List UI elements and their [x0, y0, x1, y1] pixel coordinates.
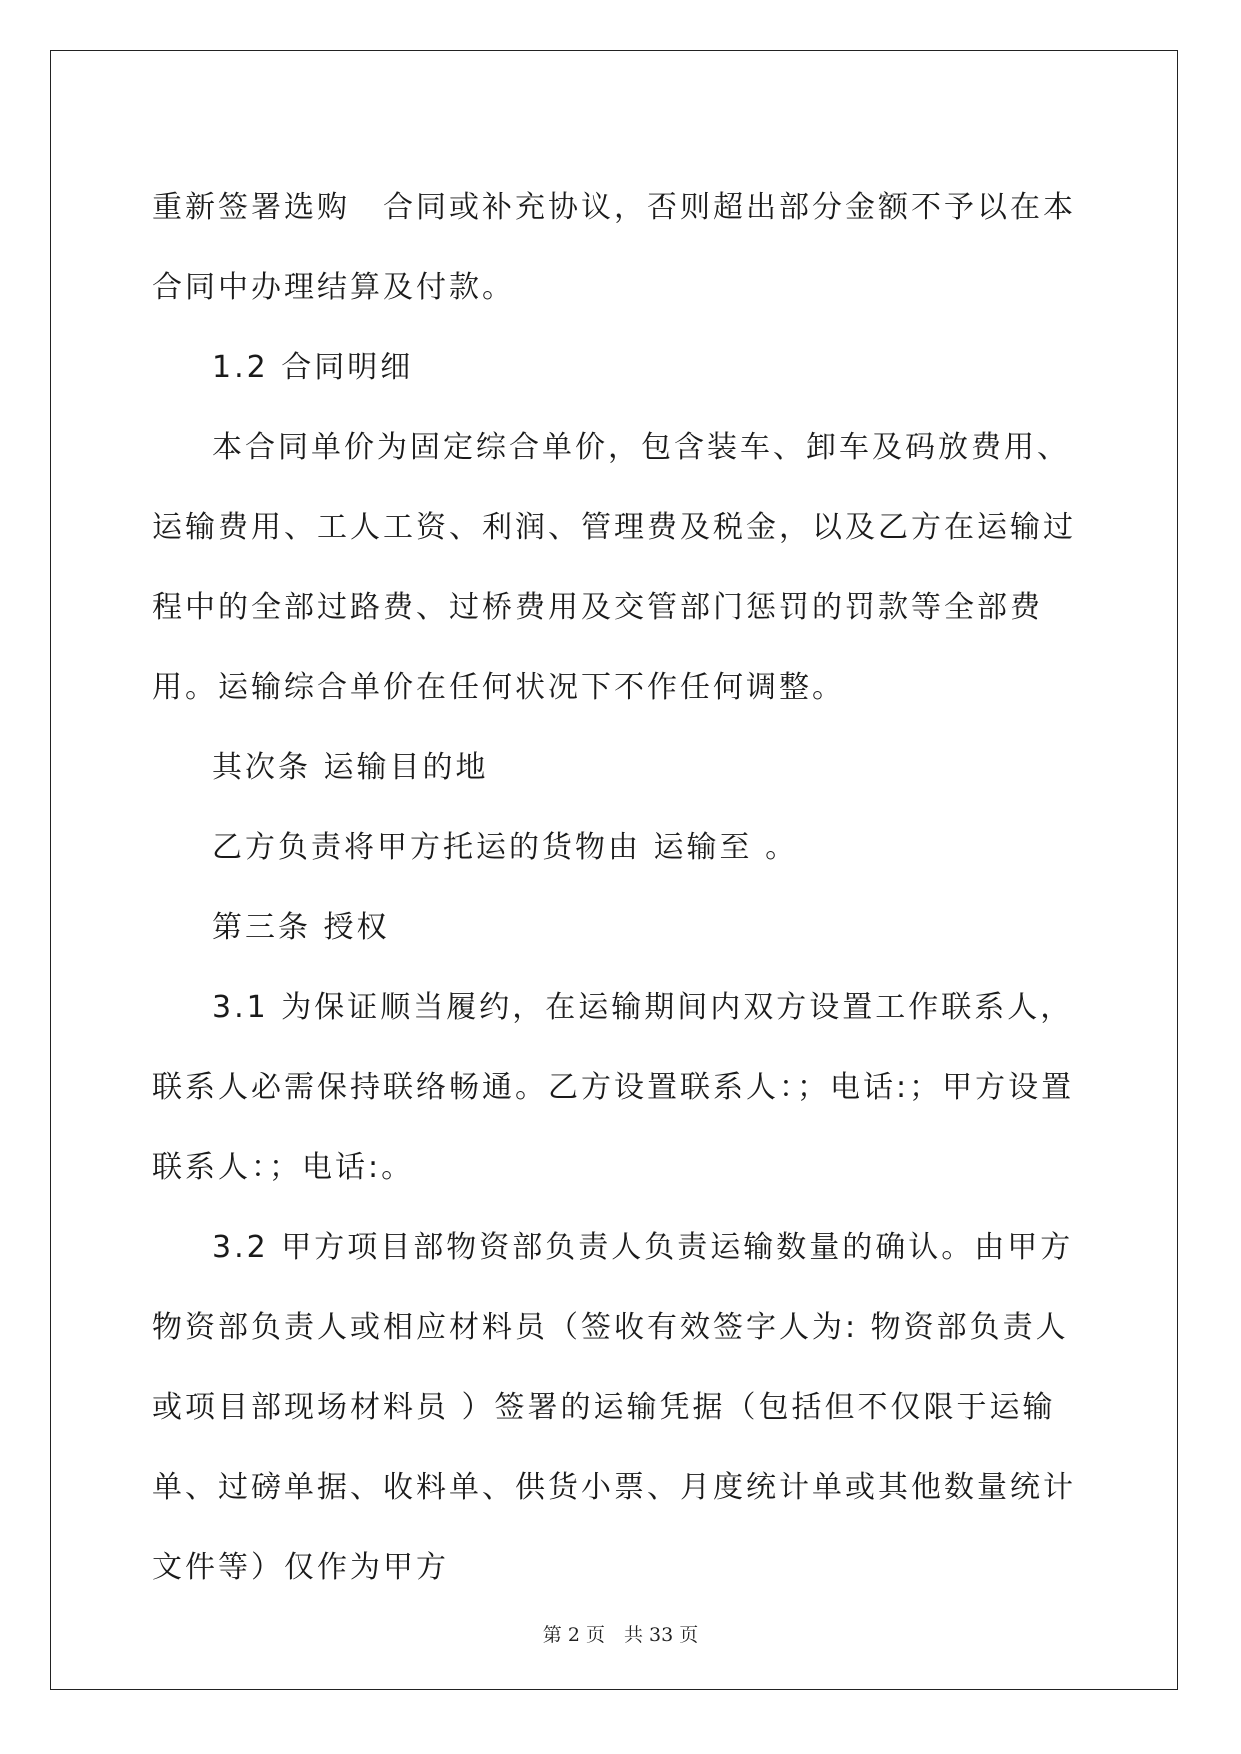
paragraph-contacts: 3.1 为保证顺当履约，在运输期间内双方设置工作联系人，联系人必需保持联络畅通。乙方设置联系人：；电话:；甲方设置联系人：；电话:。 — [152, 990, 1075, 1185]
section-heading-contract-details: 1.2 合同明细 — [212, 350, 414, 385]
section-heading-destination: 其次条 运输目的地 — [212, 750, 489, 785]
section-heading-authorization: 第三条 授权 — [212, 910, 390, 945]
paragraph-unit-price: 本合同单价为固定综合单价，包含装车、卸车及码放费用、运输费用、工人工资、利润、管理费及税金，以及乙方在运输过程中的全部过路费、过桥费用及交管部门惩罚的罚款等全部费用。运输综合单价在任何状况下不作任何调整。 — [152, 430, 1076, 705]
page-number-footer: 第 2 页 共 33 页 — [542, 1624, 699, 1646]
paragraph-destination: 乙方负责将甲方托运的货物由 运输至 。 — [212, 830, 799, 865]
document-body — [152, 168, 1087, 1608]
paragraph-intro-continuation: 重新签署选购 合同或补充协议，否则超出部分金额不予以在本合同中办理结算及付款。 — [152, 190, 1076, 305]
paragraph-quantity-confirmation: 3.2 甲方项目部物资部负责人负责运输数量的确认。由甲方物资部负责人或相应材料员（签收有效签字人为: 物资部负责人 或项目部现场材料员 ）签署的运输凭据（包括但不仅限于运输单、过磅单据、收料单、供货小票、月度统计单或其他数量统计文件等）仅作为甲方 — [152, 1230, 1082, 1585]
